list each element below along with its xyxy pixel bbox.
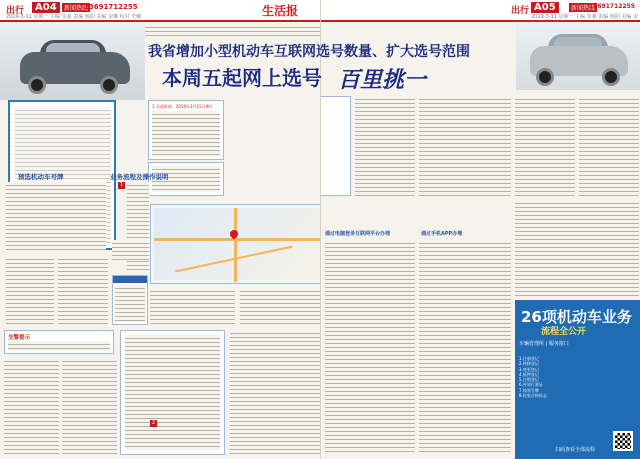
ad-list-item: 5.注销登记	[519, 377, 539, 383]
ad-title: 26项机动车业务	[521, 308, 632, 326]
section-label: 出行	[6, 6, 25, 16]
map-road	[234, 208, 237, 282]
article-col-13	[515, 200, 639, 296]
headline-line-2: 本周五起网上选号	[162, 66, 322, 90]
car-wheel	[100, 76, 118, 94]
ad-list-item: 8.检验合格标志	[519, 393, 547, 399]
section-label: 出行	[511, 6, 530, 16]
ad-line: 车辆管理所 | 服务窗口	[519, 341, 569, 347]
right-page-header	[321, 0, 640, 22]
article-col-7	[355, 96, 415, 196]
pc-steps-text	[125, 335, 220, 450]
app-screenshot-box	[320, 96, 351, 196]
car-photo	[0, 24, 145, 100]
info-box-schedule	[148, 100, 224, 160]
article-col-11	[325, 240, 415, 454]
screenshot-header	[113, 276, 147, 283]
pc-steps-box	[120, 330, 225, 455]
article-col-9	[515, 96, 575, 196]
hotline-number: 13691712255	[84, 3, 138, 11]
schedule-list	[152, 111, 220, 157]
map-road	[154, 238, 320, 241]
ad-list	[519, 356, 637, 398]
article-col-8	[419, 96, 511, 196]
car-wheel	[536, 68, 554, 86]
open-time: 1.开通时间：2019年3月15日9时	[152, 104, 213, 109]
article-col-1b	[6, 256, 54, 326]
headline-highlight: 百里挑一	[338, 67, 427, 93]
services-ad	[515, 300, 640, 459]
article-col-4	[4, 358, 59, 454]
date-line: 2019-3-11 星期一 主编 朱强 责编 杨阳 美编 宋	[531, 14, 639, 20]
ad-footer: 扫码查看全部流程	[555, 447, 596, 453]
article-col-5	[62, 358, 117, 454]
page-number: A05	[531, 2, 559, 13]
article-col-10	[579, 96, 639, 196]
map-area	[154, 208, 320, 280]
map-illustration	[150, 204, 320, 284]
article-col-6	[230, 330, 320, 455]
screenshot-content	[115, 285, 145, 322]
article-col-3	[240, 288, 320, 324]
ad-list-item: 6.补领行驶证	[519, 382, 543, 388]
step-text-2	[112, 240, 149, 260]
ad-list-item: 2.转移登记	[519, 361, 539, 367]
ad-subtitle: 流程全公开	[541, 327, 587, 337]
car-wheel	[602, 68, 620, 86]
tip-box	[4, 330, 114, 354]
tip-title: 交警提示	[8, 335, 31, 341]
step-badge: 2	[151, 420, 156, 426]
tip-text	[8, 341, 110, 351]
masthead-logo: 生活报	[262, 4, 299, 18]
subhead-app: 通过手机APP办理	[421, 231, 463, 237]
article-col-12	[419, 240, 511, 454]
qr-code-icon	[613, 431, 633, 451]
ad-list-item: 7.换领号牌	[519, 387, 539, 393]
lead-text	[145, 24, 320, 39]
date-line: 2019-3-11 星期一 主编 朱强 责编 杨阳 美编 宋琳 校对 史曦	[6, 14, 142, 20]
headline-line-1: 我省增加小型机动车互联网选号数量、扩大选号范围	[148, 44, 470, 60]
screenshot-thumb	[112, 275, 148, 325]
article-col-2	[150, 288, 235, 324]
subhead-pc: 通过电脑登录互联网平台办理	[325, 231, 391, 237]
hotline-tag: 新闻热线	[64, 5, 89, 12]
ad-list-item: 1.注册登记	[519, 356, 539, 361]
article-col-1c	[58, 256, 108, 326]
car-wheel	[28, 76, 46, 94]
subhead-preselect: 预选机动车号牌	[18, 173, 64, 181]
hotline-number: 13691712255	[589, 3, 635, 10]
car-photo-2	[516, 22, 640, 90]
hotline-tag: 新闻热线	[571, 5, 596, 12]
step-badge: 1	[119, 182, 124, 188]
subhead-process: 业务流程及操作说明	[110, 173, 169, 181]
article-col-1	[6, 182, 106, 252]
ad-list-item: 3.变更登记	[519, 366, 539, 372]
left-page-header	[0, 0, 320, 22]
page-number: A04	[32, 2, 60, 13]
ad-list-item: 4.抵押登记	[519, 371, 539, 377]
